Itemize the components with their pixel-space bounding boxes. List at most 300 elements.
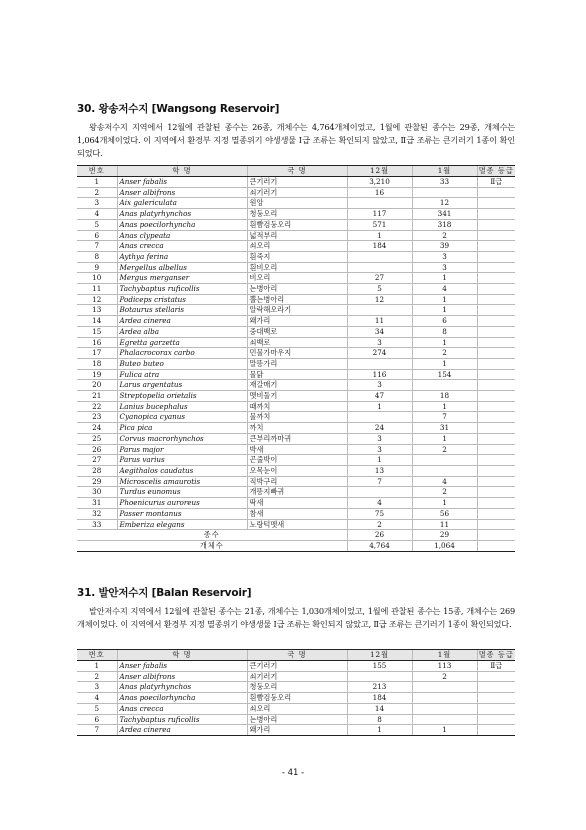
table-cell xyxy=(477,316,515,327)
table-header-row xyxy=(77,650,515,661)
table-cell: 12 xyxy=(347,294,412,305)
table-cell: Aegithalos caudatus xyxy=(117,465,247,476)
table-row xyxy=(77,661,515,672)
table-cell: 7 xyxy=(77,725,117,736)
table-cell xyxy=(347,305,412,316)
table-cell: 4 xyxy=(77,209,117,220)
section-31-title: 31. 발안저수지 [Balan Reservoir] xyxy=(77,587,252,599)
table-cell: Corvus macrorhynchos xyxy=(117,433,247,444)
table-cell xyxy=(477,187,515,198)
table-cell: 39 xyxy=(412,241,477,252)
table-cell: 3 xyxy=(347,380,412,391)
table-cell xyxy=(412,380,477,391)
table-cell: 117 xyxy=(347,209,412,220)
table-row xyxy=(77,209,515,220)
table-row xyxy=(77,369,515,380)
table-cell: 3 xyxy=(412,262,477,273)
table-cell: 노랑턱멧새 xyxy=(247,519,347,530)
summary-label: 종수 xyxy=(77,530,347,541)
table-cell: 흰죽지 xyxy=(247,251,347,262)
table-cell: 쇠기러기 xyxy=(247,187,347,198)
table-cell xyxy=(477,423,515,434)
table-cell xyxy=(477,391,515,402)
table-cell: 7 xyxy=(77,241,117,252)
summary-empty xyxy=(477,540,515,551)
table-cell: 박새 xyxy=(247,444,347,455)
table-cell xyxy=(347,251,412,262)
table-row xyxy=(77,423,515,434)
table-row xyxy=(77,465,515,476)
table-row xyxy=(77,714,515,725)
column-header: 1월 xyxy=(412,166,477,177)
table-cell: 흰비오리 xyxy=(247,262,347,273)
table-row xyxy=(77,487,515,498)
table-cell: 뿔논병아리 xyxy=(247,294,347,305)
table-cell: 19 xyxy=(77,369,117,380)
column-header: 멸종 등급 xyxy=(478,166,514,175)
column-header: 멸종 등급 xyxy=(478,650,514,659)
table-cell: 넓적부리 xyxy=(247,230,347,241)
table-row xyxy=(77,725,515,736)
column-header: 번호 xyxy=(77,166,117,177)
table-cell: Parus major xyxy=(117,444,247,455)
table-cell: 흰뺨검둥오리 xyxy=(247,693,347,704)
table-cell: 21 xyxy=(77,391,117,402)
table-cell: 3 xyxy=(77,198,117,209)
table-cell: 213 xyxy=(347,682,412,693)
table-cell: 쇠기러기 xyxy=(247,671,347,682)
table-cell: 8 xyxy=(77,251,117,262)
table-row xyxy=(77,444,515,455)
table-row xyxy=(77,326,515,337)
summary-label: 개체수 xyxy=(77,540,347,551)
individual-count-row xyxy=(77,540,515,551)
table-cell xyxy=(477,487,515,498)
table-cell: 571 xyxy=(347,219,412,230)
table-cell: 흰뺨검둥오리 xyxy=(247,219,347,230)
table-cell: 4 xyxy=(412,284,477,295)
table-cell: 6 xyxy=(77,230,117,241)
table-cell: 10 xyxy=(77,273,117,284)
table-cell: 113 xyxy=(412,661,477,672)
table-cell: 3,210 xyxy=(347,177,412,188)
table-cell: 13 xyxy=(77,305,117,316)
table-cell: 11 xyxy=(347,316,412,327)
table-cell: 오목눈이 xyxy=(247,465,347,476)
table-cell: 6 xyxy=(77,714,117,725)
table-cell xyxy=(412,455,477,466)
table-cell: 274 xyxy=(347,348,412,359)
table-cell: Pica pica xyxy=(117,423,247,434)
table-cell xyxy=(477,433,515,444)
column-header: 번호 xyxy=(77,650,117,661)
table-row xyxy=(77,380,515,391)
table-cell: Buteo buteo xyxy=(117,358,247,369)
table-cell: 1 xyxy=(412,498,477,509)
table-cell: Mergus merganser xyxy=(117,273,247,284)
table-cell: 참새 xyxy=(247,508,347,519)
table-cell: 2 xyxy=(412,348,477,359)
table-cell: 17 xyxy=(77,348,117,359)
table-cell: 큰부리까마귀 xyxy=(247,433,347,444)
table-cell: 15 xyxy=(77,326,117,337)
table-row xyxy=(77,273,515,284)
table-cell: Microscelis amaurotis xyxy=(117,476,247,487)
table-row xyxy=(77,476,515,487)
table-cell: 27 xyxy=(347,273,412,284)
table-cell: Larus argentatus xyxy=(117,380,247,391)
table-cell: 6 xyxy=(412,316,477,327)
table-cell: 8 xyxy=(412,326,477,337)
table-cell: 중대백로 xyxy=(247,326,347,337)
table-cell xyxy=(477,326,515,337)
table-cell xyxy=(477,230,515,241)
table-cell: 23 xyxy=(77,412,117,423)
table-cell: 멧비둘기 xyxy=(247,391,347,402)
table-cell: 24 xyxy=(347,423,412,434)
table-cell: 1 xyxy=(412,358,477,369)
table-cell: Emberiza elegans xyxy=(117,519,247,530)
table-cell: 154 xyxy=(412,369,477,380)
section-30-title: 30. 왕송저수지 [Wangsong Reservoir] xyxy=(77,103,280,115)
table-cell xyxy=(477,412,515,423)
column-header: 국 명 xyxy=(247,650,347,661)
table-cell: 1 xyxy=(412,294,477,305)
summary-value: 26 xyxy=(347,530,412,541)
table-cell: 27 xyxy=(77,455,117,466)
table-cell: 1 xyxy=(347,401,412,412)
table-cell: 큰기러기 xyxy=(247,177,347,188)
table-cell xyxy=(347,412,412,423)
summary-value: 29 xyxy=(412,530,477,541)
table-row xyxy=(77,412,515,423)
table-cell: Fulica atra xyxy=(117,369,247,380)
table-cell: 물닭 xyxy=(247,369,347,380)
table-cell: 5 xyxy=(347,284,412,295)
table-cell: 155 xyxy=(347,661,412,672)
table-cell: 12 xyxy=(77,294,117,305)
table-cell: 31 xyxy=(412,423,477,434)
column-header: 학 명 xyxy=(117,166,247,177)
table-cell: 까치 xyxy=(247,423,347,434)
table-cell: 물까치 xyxy=(247,412,347,423)
table-row xyxy=(77,401,515,412)
table-cell: 11 xyxy=(412,519,477,530)
table-header-row xyxy=(77,166,515,177)
table-row xyxy=(77,703,515,714)
table-cell: 논병아리 xyxy=(247,284,347,295)
table-cell: 29 xyxy=(77,476,117,487)
table-cell: 딱새 xyxy=(247,498,347,509)
table-cell: Streptopelia orietalis xyxy=(117,391,247,402)
table-cell: 31 xyxy=(77,498,117,509)
table-cell: Ardea cinerea xyxy=(117,316,247,327)
table-row xyxy=(77,508,515,519)
table-cell xyxy=(477,498,515,509)
table-cell xyxy=(477,703,515,714)
table-row xyxy=(77,455,515,466)
table-cell: 11 xyxy=(77,284,117,295)
table-cell: 12 xyxy=(412,198,477,209)
table-cell xyxy=(412,703,477,714)
table-row xyxy=(77,358,515,369)
table-cell xyxy=(477,348,515,359)
table-cell: Ardea alba xyxy=(117,326,247,337)
table-cell: Anas platyrhynchos xyxy=(117,682,247,693)
table-cell xyxy=(347,358,412,369)
table-cell: 곤줄박이 xyxy=(247,455,347,466)
table-cell: 75 xyxy=(347,508,412,519)
table-cell: Anas platyrhynchos xyxy=(117,209,247,220)
table-cell: 1 xyxy=(412,401,477,412)
table-cell: 청둥오리 xyxy=(247,682,347,693)
column-header: 12월 xyxy=(347,650,412,661)
table-row xyxy=(77,348,515,359)
table-row xyxy=(77,251,515,262)
table-cell: Cyanopica cyanus xyxy=(117,412,247,423)
table-cell: 5 xyxy=(77,703,117,714)
table-cell xyxy=(477,305,515,316)
table-cell: 26 xyxy=(77,444,117,455)
table-cell xyxy=(477,476,515,487)
table-cell: Anser albifrons xyxy=(117,671,247,682)
table-cell: 청둥오리 xyxy=(247,209,347,220)
column-header: 국 명 xyxy=(247,166,347,177)
table-cell: 쇠오리 xyxy=(247,241,347,252)
table-row xyxy=(77,433,515,444)
table-row xyxy=(77,294,515,305)
table-cell: 30 xyxy=(77,487,117,498)
section-31-paragraph: 발안저수지 지역에서 12월에 관찰된 종수는 21종, 개체수는 1,030개체이었고, 1월에 관찰된 종수는 15종, 개체수는 269개체이었다. 이 지역에서 환경부 지정 멸종위기 야생생물 Ⅰ급 조류는 확인되지 않았고, Ⅱ급 조류는 큰기러기 1종이 확인되었다. xyxy=(77,606,515,629)
table-cell: 큰기러기 xyxy=(247,661,347,672)
table-cell xyxy=(477,358,515,369)
table-cell: 28 xyxy=(77,465,117,476)
table-cell: 5 xyxy=(77,219,117,230)
table-cell xyxy=(477,241,515,252)
table-cell: 2 xyxy=(347,519,412,530)
table-cell: 2 xyxy=(412,444,477,455)
table-cell: Tachybaptus ruficollis xyxy=(117,714,247,725)
table-cell: Anas crecca xyxy=(117,703,247,714)
table-cell: 말똥가리 xyxy=(247,358,347,369)
table-cell xyxy=(412,187,477,198)
table-cell: 14 xyxy=(77,316,117,327)
table-cell: 1 xyxy=(347,725,412,736)
table-cell: 4 xyxy=(412,476,477,487)
summary-value: 4,764 xyxy=(347,540,412,551)
table-cell: 1 xyxy=(412,337,477,348)
table-cell: 1 xyxy=(412,305,477,316)
table-cell: 3 xyxy=(347,433,412,444)
table-cell: 알락해오라기 xyxy=(247,305,347,316)
table-cell xyxy=(477,284,515,295)
table-row xyxy=(77,241,515,252)
table-row xyxy=(77,230,515,241)
table-row xyxy=(77,198,515,209)
table-cell xyxy=(477,198,515,209)
table-cell: 33 xyxy=(77,519,117,530)
table-cell: 1 xyxy=(412,725,477,736)
table-cell: 8 xyxy=(347,714,412,725)
table-cell xyxy=(477,671,515,682)
table-cell: 25 xyxy=(77,433,117,444)
table-cell: 47 xyxy=(347,391,412,402)
table-row xyxy=(77,682,515,693)
section-31-table xyxy=(77,649,515,736)
table-cell: 7 xyxy=(347,476,412,487)
table-cell: 33 xyxy=(412,177,477,188)
table-cell: 32 xyxy=(77,508,117,519)
table-cell xyxy=(477,219,515,230)
table-cell xyxy=(347,262,412,273)
table-cell: 1 xyxy=(77,177,117,188)
table-cell: 4 xyxy=(347,498,412,509)
table-cell: Anas poecilorhyncha xyxy=(117,219,247,230)
table-cell: Aythya ferina xyxy=(117,251,247,262)
table-cell: Tachybaptus ruficollis xyxy=(117,284,247,295)
table-cell xyxy=(477,444,515,455)
table-cell: Botaurus stellaris xyxy=(117,305,247,316)
table-cell: 개똥지빠귀 xyxy=(247,487,347,498)
table-cell: Anser fabalis xyxy=(117,661,247,672)
table-cell: 116 xyxy=(347,369,412,380)
table-row xyxy=(77,391,515,402)
column-header: 학 명 xyxy=(117,650,247,661)
table-cell: 34 xyxy=(347,326,412,337)
table-cell xyxy=(477,401,515,412)
table-cell: 원앙 xyxy=(247,198,347,209)
table-cell: 14 xyxy=(347,703,412,714)
table-cell: 18 xyxy=(412,391,477,402)
table-cell xyxy=(412,465,477,476)
table-cell: 민물가마우지 xyxy=(247,348,347,359)
table-cell xyxy=(477,455,515,466)
table-cell: 2 xyxy=(412,487,477,498)
page-number: - 41 - xyxy=(281,768,305,778)
table-cell: 18 xyxy=(77,358,117,369)
table-cell: 3 xyxy=(412,251,477,262)
table-cell: 1 xyxy=(412,433,477,444)
table-cell xyxy=(412,682,477,693)
table-cell xyxy=(477,693,515,704)
table-cell: Parus varius xyxy=(117,455,247,466)
table-cell: Turdus eunomus xyxy=(117,487,247,498)
summary-empty xyxy=(477,530,515,541)
table-cell xyxy=(477,682,515,693)
table-cell: 3 xyxy=(347,444,412,455)
table-cell: 쇠백로 xyxy=(247,337,347,348)
table-cell xyxy=(477,337,515,348)
section-30-paragraph: 왕송저수지 지역에서 12월에 관찰된 종수는 26종, 개체수는 4,764개체이었고, 1월에 관찰된 종수는 29종, 개체수는 1,064개체이었다. 이 지역에서 환경부 지정 멸종위기 야생생물 Ⅰ급 조류는 확인되지 않았고, Ⅱ급 조류는 큰기러기 1종이 확인되었다. xyxy=(77,122,515,158)
table-cell: Anas crecca xyxy=(117,241,247,252)
table-cell: 13 xyxy=(347,465,412,476)
table-cell: Passer montanus xyxy=(117,508,247,519)
table-cell: 16 xyxy=(347,187,412,198)
table-cell: 4 xyxy=(77,693,117,704)
table-cell xyxy=(477,273,515,284)
table-cell: Egretta garzetta xyxy=(117,337,247,348)
table-cell xyxy=(477,369,515,380)
table-cell: Anser fabalis xyxy=(117,177,247,188)
table-cell: 56 xyxy=(412,508,477,519)
table-cell xyxy=(477,294,515,305)
table-cell: 때까치 xyxy=(247,401,347,412)
table-cell xyxy=(477,508,515,519)
table-cell: Lanius bucephalus xyxy=(117,401,247,412)
table-cell xyxy=(477,714,515,725)
table-row xyxy=(77,262,515,273)
table-cell xyxy=(412,693,477,704)
table-cell: 2 xyxy=(77,187,117,198)
table-cell: Anas clypeata xyxy=(117,230,247,241)
table-cell xyxy=(477,519,515,530)
table-cell: 22 xyxy=(77,401,117,412)
table-cell: Ⅱ급 xyxy=(477,661,515,672)
table-row xyxy=(77,177,515,188)
table-cell: 184 xyxy=(347,241,412,252)
table-cell: 재갈매기 xyxy=(247,380,347,391)
table-cell: 1 xyxy=(412,273,477,284)
table-cell: Mergellus albellus xyxy=(117,262,247,273)
table-cell xyxy=(412,714,477,725)
table-cell: 24 xyxy=(77,423,117,434)
table-row xyxy=(77,498,515,509)
table-cell: 논병아리 xyxy=(247,714,347,725)
table-cell: Anser albifrons xyxy=(117,187,247,198)
section-30-table xyxy=(77,165,515,552)
table-cell xyxy=(347,671,412,682)
table-row xyxy=(77,671,515,682)
table-cell: Anas poecilorhyncha xyxy=(117,693,247,704)
table-cell: 1 xyxy=(347,230,412,241)
table-cell: 16 xyxy=(77,337,117,348)
table-cell: 직박구리 xyxy=(247,476,347,487)
table-cell: 2 xyxy=(77,671,117,682)
table-cell: 7 xyxy=(412,412,477,423)
table-row xyxy=(77,693,515,704)
table-cell: 1 xyxy=(347,455,412,466)
table-cell: Phalacrocorax carbo xyxy=(117,348,247,359)
table-cell: 9 xyxy=(77,262,117,273)
column-header: 12월 xyxy=(347,166,412,177)
table-cell: Ardea cinerea xyxy=(117,725,247,736)
table-cell: 2 xyxy=(412,671,477,682)
table-cell: Podiceps cristatus xyxy=(117,294,247,305)
table-row xyxy=(77,519,515,530)
table-cell: 2 xyxy=(412,230,477,241)
table-cell: 184 xyxy=(347,693,412,704)
table-row xyxy=(77,316,515,327)
table-cell: 쇠오리 xyxy=(247,703,347,714)
table-cell: 318 xyxy=(412,219,477,230)
summary-value: 1,064 xyxy=(412,540,477,551)
table-cell xyxy=(477,725,515,736)
table-cell: Aix galericulata xyxy=(117,198,247,209)
table-cell: 3 xyxy=(347,337,412,348)
table-cell: Ⅱ급 xyxy=(477,177,515,188)
table-row xyxy=(77,284,515,295)
table-row xyxy=(77,305,515,316)
species-count-row xyxy=(77,530,515,541)
column-header: 1월 xyxy=(412,650,477,661)
table-cell: 20 xyxy=(77,380,117,391)
table-cell xyxy=(477,465,515,476)
table-row xyxy=(77,187,515,198)
table-cell xyxy=(347,487,412,498)
table-cell: 비오리 xyxy=(247,273,347,284)
table-cell: 341 xyxy=(412,209,477,220)
table-cell xyxy=(477,380,515,391)
